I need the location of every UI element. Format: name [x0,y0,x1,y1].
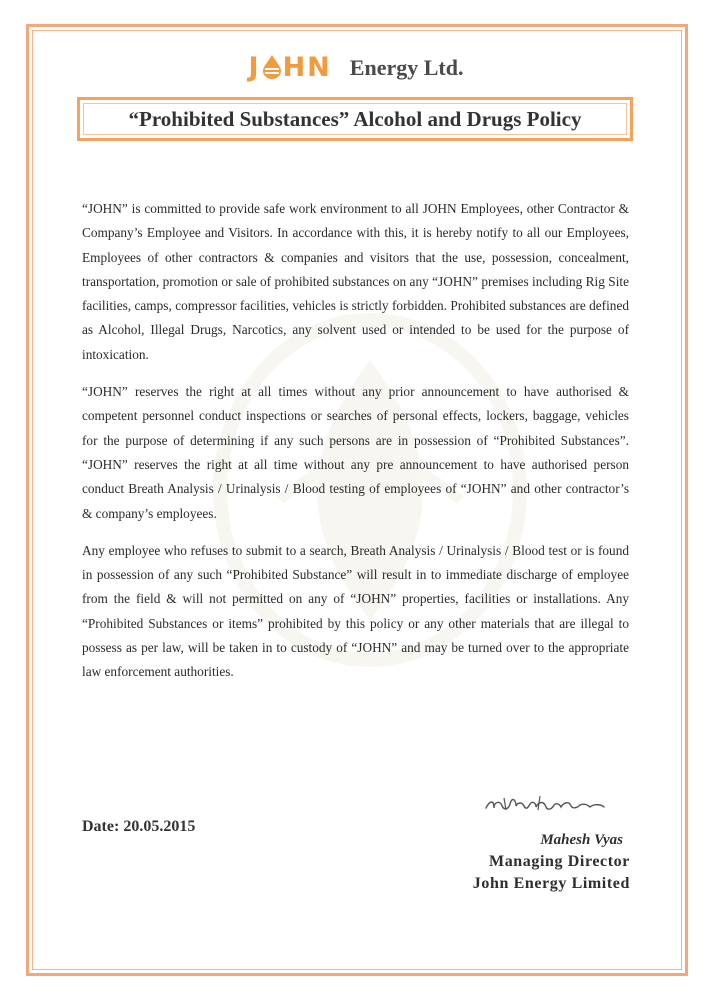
letterhead [0,52,712,83]
policy-paragraph: “JOHN” is committed to provide safe work environment to all JOHN Employees, other Contractor & Company’s Employee and Visitors. In accordance with this, it is hereby notify to all our Employees, Employees of other contractors & companies and visitors that the use, possession, concealment, transportation, promotion or sale of prohibited substances on any “JOHN” premises including Rig Site facilities, camps, compressor facilities, vehicles is strictly forbidden. Prohibited substances are defined as Alcohol, Illegal Drugs, Narcotics, any solvent used or intended to be used for the purpose of intoxication. [82,201,629,362]
title-banner [77,97,633,141]
title-banner-inner [83,103,627,135]
policy-paragraph: Any employee who refuses to submit to a search, Breath Analysis / Urinalysis / Blood test or is found in possession of any such “Prohibited Substance” will result in to immediate discharge of employee from the field & will not permitted on any of “JOHN” properties, facilities or installations. Any “Prohibited Substances or items” prohibited by this policy or any other materials that are illegal to possess as per law, will be taken in to custody of “JOHN” and may be turned over to the appropriate law enforcement authorities. [82,542,629,680]
policy-body [82,197,629,698]
signatory-block [473,830,630,895]
signatory-title: Managing Director [489,853,630,870]
signatory-company: John Energy Limited [472,875,630,892]
signatory-name: Mahesh Vyas [540,832,623,848]
company-name: Energy Ltd. [349,54,464,80]
company-logo [249,52,332,83]
handwritten-signature [478,790,658,818]
oil-drop-icon [261,54,283,80]
logo-letter-j: J [248,52,261,83]
logo-letters-hn: HN [282,52,332,83]
document-title: “Prohibited Substances” Alcohol and Drugs Policy [128,106,582,131]
document-date: Date: 20.05.2015 [82,818,196,835]
policy-paragraph: “JOHN” reserves the right at all times without any prior announcement to have authorised & competent personnel conduct inspections or searches of personal effects, lockers, baggage, vehicles for the purpose of determining if any such persons are in possession of “Prohibited Substances”. “JOHN” reserves the right at all time without any pre announcement to have authorised person conduct Breath Analysis / Urinalysis / Blood testing of employees of “JOHN” and other contractor’s & company’s employees. [82,384,629,521]
